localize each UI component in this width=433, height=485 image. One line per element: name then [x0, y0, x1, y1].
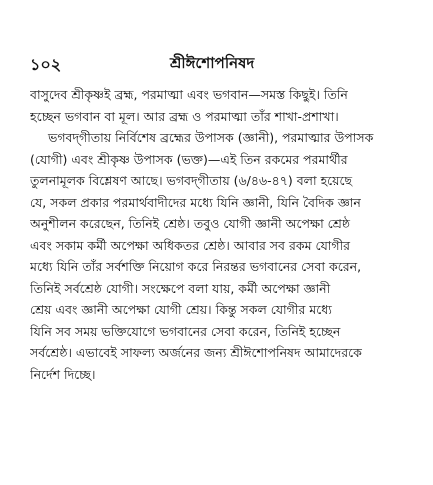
text-line: যে, সকল প্রকার পরমার্থবাদীদের মধ্যে যিনি জ্ঞানী, যিনি বৈদিক জ্ঞান: [30, 194, 361, 210]
page-header: [30, 52, 403, 74]
text-line: এবং সকাম কর্মী অপেক্ষা অধিকতর শ্রেষ্ঠ। আবার সব রকম যোগীর: [30, 237, 351, 253]
text-line: শ্রেয় এবং জ্ঞানী অপেক্ষা যোগী শ্রেয়। কিন্তু সকল যোগীর মধ্যে: [30, 302, 332, 317]
text-line: যিনি সব সময় ভক্তিযোগে ভগবানের সেবা করেন, তিনিই হচ্ছেন: [30, 323, 341, 339]
text-line: মধ্যে যিনি তাঁর সর্বশক্তি নিয়োগ করে নিরন্তর ভগবানের সেবা করেন,: [30, 259, 362, 274]
text-line: তিনিই সর্বশ্রেষ্ঠ যোগী। সংক্ষেপে বলা যায়, কর্মী অপেক্ষা জ্ঞানী: [30, 280, 331, 296]
running-title: শ্রীঈশোপনিষদ: [170, 54, 255, 72]
text-line: অনুশীলন করেছেন, তিনিই শ্রেষ্ঠ। তবুও যোগী জ্ঞানী অপেক্ষা শ্রেষ্ঠ: [30, 216, 350, 231]
text-line: হচ্ছেন ভগবান বা মূল। আর ব্রহ্ম ও পরমাত্মা তাঁর শাখা-প্রশাখা।: [30, 108, 339, 124]
text-line: ভগবদ্‌গীতায় নির্বিশেষ ব্রহ্মের উপাসক (জ্ঞানী), পরমাত্মার উপাসক: [48, 130, 374, 145]
text-line: সর্বশ্রেষ্ঠ। এভাবেই সাফল্য অর্জনের জন্য শ্রীঈশোপনিষদ আমাদেরকে: [30, 345, 362, 360]
text-line: বাসুদেব শ্রীকৃষ্ণই ব্রহ্ম, পরমাত্মা এবং ভগবান—সমস্ত কিছুই। তিনি: [30, 87, 348, 102]
text-line: তুলনামূলক বিশ্লেষণ আছে। ভগবদ্‌গীতায় (৬/৪৬-৪৭) বলা হয়েছে: [30, 173, 353, 188]
text-line: (যোগী) এবং শ্রীকৃষ্ণ উপাসক (ভক্ত)—এই তিন রকমের পরমার্থীর: [30, 151, 348, 167]
text-line: নির্দেশ দিচ্ছে।: [30, 366, 96, 382]
body-text: [30, 84, 422, 385]
page-number: ১০২: [30, 55, 62, 74]
